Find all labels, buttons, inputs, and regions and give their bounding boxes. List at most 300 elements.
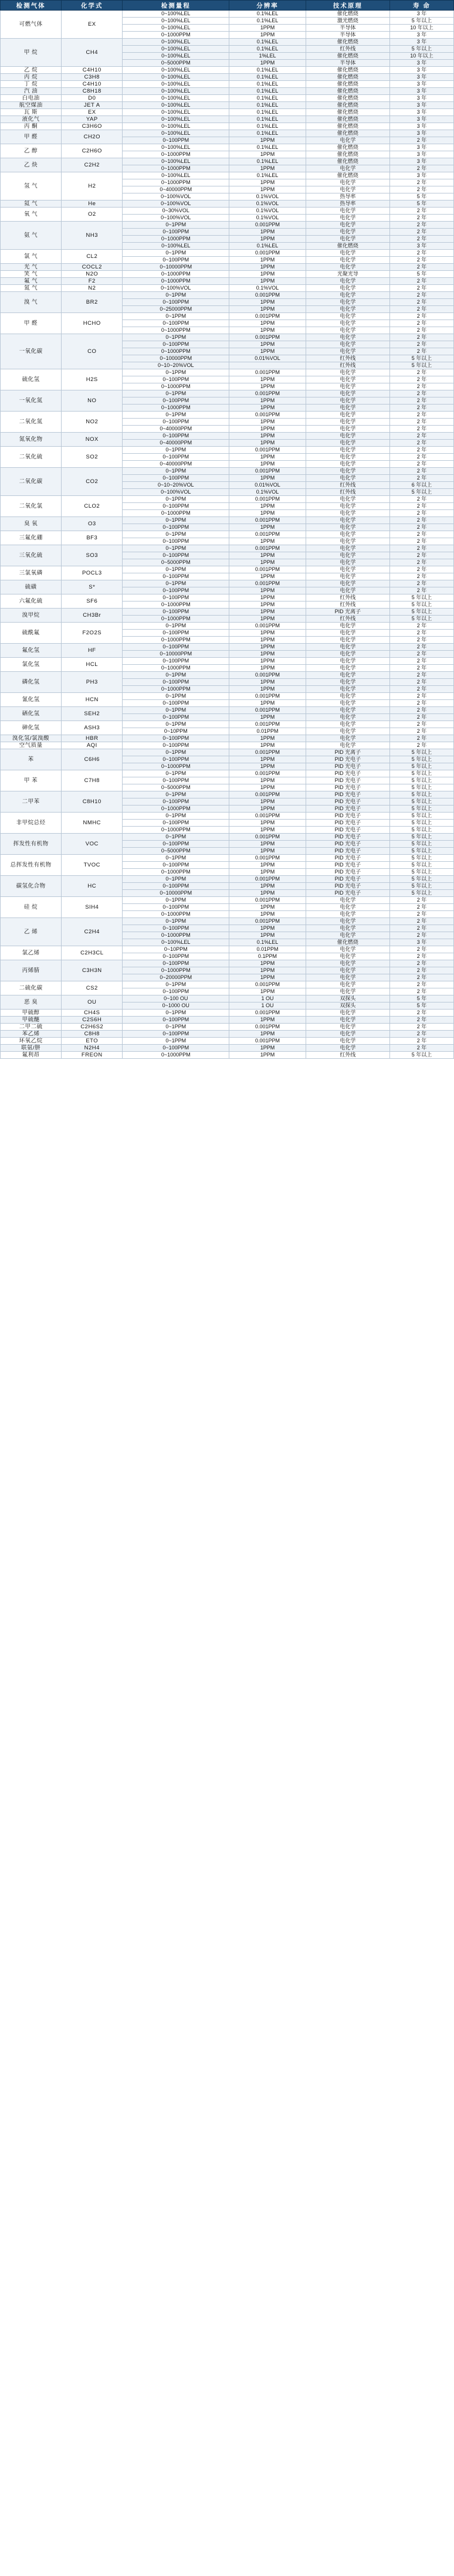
- resolution-cell: 1PPM: [229, 601, 306, 609]
- life-cell: 5 年: [389, 1002, 453, 1010]
- formula-cell: F2: [62, 278, 123, 285]
- life-cell: 2 年: [389, 897, 453, 904]
- life-cell: 5 年以上: [389, 791, 453, 798]
- life-cell: 2 年: [389, 461, 453, 468]
- technology-cell: 催化燃烧: [306, 939, 389, 946]
- range-cell: 0~100PPM: [123, 587, 229, 594]
- technology-cell: PID 光电子: [306, 876, 389, 883]
- table-row: [1, 897, 454, 904]
- range-cell: 0~40000PPM: [123, 440, 229, 447]
- resolution-cell: 1PPM: [229, 756, 306, 763]
- resolution-cell: 1PPM: [229, 686, 306, 693]
- range-cell: 0~100PPM: [123, 454, 229, 461]
- life-cell: 2 年: [389, 186, 453, 193]
- technology-cell: 电化学: [306, 165, 389, 172]
- range-cell: 0~1000PPM: [123, 763, 229, 770]
- range-cell: 0~1PPM: [123, 468, 229, 475]
- table-row: [1, 433, 454, 440]
- resolution-cell: 1PPM: [229, 587, 306, 594]
- range-cell: 0~100PPM: [123, 658, 229, 665]
- table-row: [1, 390, 454, 397]
- gas-name-cell: 甲硫醇: [1, 1010, 62, 1017]
- range-cell: 0~1PPM: [123, 813, 229, 820]
- technology-cell: 催化燃烧: [306, 172, 389, 179]
- resolution-cell: 0.1%LEL: [229, 74, 306, 81]
- formula-cell: C3H6O: [62, 123, 123, 130]
- technology-cell: 电化学: [306, 1045, 389, 1052]
- resolution-cell: 0.001PPM: [229, 496, 306, 503]
- resolution-cell: 1PPM: [229, 179, 306, 186]
- formula-cell: SEH2: [62, 707, 123, 721]
- resolution-cell: 0.01%VOL: [229, 482, 306, 489]
- life-cell: 3 年: [389, 123, 453, 130]
- resolution-cell: 0.1%LEL: [229, 88, 306, 95]
- technology-cell: 催化燃烧: [306, 11, 389, 18]
- technology-cell: 电化学: [306, 700, 389, 707]
- gas-name-cell: 氰化氢: [1, 693, 62, 707]
- life-cell: 2 年: [389, 468, 453, 475]
- formula-cell: COCL2: [62, 264, 123, 271]
- formula-cell: CH2O: [62, 130, 123, 144]
- technology-cell: 催化燃烧: [306, 74, 389, 81]
- resolution-cell: 1PPM: [229, 538, 306, 545]
- technology-cell: 电化学: [306, 348, 389, 355]
- resolution-cell: 1PPM: [229, 784, 306, 791]
- technology-cell: 电化学: [306, 735, 389, 742]
- life-cell: 5 年以上: [389, 763, 453, 770]
- life-cell: 3 年: [389, 151, 453, 158]
- life-cell: 5 年以上: [389, 820, 453, 827]
- range-cell: 0~100PPM: [123, 777, 229, 784]
- table-row: [1, 1024, 454, 1031]
- life-cell: 2 年: [389, 165, 453, 172]
- table-row: [1, 334, 454, 341]
- range-cell: 0~100PPM: [123, 714, 229, 721]
- life-cell: 2 年: [389, 419, 453, 426]
- formula-cell: BR2: [62, 292, 123, 313]
- range-cell: 0~100%LEL: [123, 39, 229, 46]
- life-cell: 2 年: [389, 974, 453, 981]
- resolution-cell: 1PPM: [229, 700, 306, 707]
- resolution-cell: 1PPM: [229, 510, 306, 517]
- technology-cell: 电化学: [306, 320, 389, 327]
- life-cell: 5 年以上: [389, 862, 453, 869]
- technology-cell: 电化学: [306, 208, 389, 215]
- formula-cell: NH3: [62, 222, 123, 250]
- resolution-cell: 0.1%VOL: [229, 208, 306, 215]
- resolution-cell: 1PPM: [229, 348, 306, 355]
- gas-name-cell: 三氟化硼: [1, 531, 62, 545]
- life-cell: 2 年: [389, 320, 453, 327]
- technology-cell: 电化学: [306, 897, 389, 904]
- header-formula: 化学式: [62, 1, 123, 11]
- range-cell: 0~100%LEL: [123, 95, 229, 102]
- range-cell: 0~1000PPM: [123, 869, 229, 876]
- range-cell: 0~100PPM: [123, 257, 229, 264]
- resolution-cell: 0.001PPM: [229, 369, 306, 376]
- technology-cell: 电化学: [306, 341, 389, 348]
- resolution-cell: 1PPM: [229, 278, 306, 285]
- life-cell: 2 年: [389, 988, 453, 995]
- life-cell: 5 年以上: [389, 594, 453, 601]
- table-row: [1, 172, 454, 179]
- range-cell: 0~1000PPM: [123, 278, 229, 285]
- technology-cell: 电化学: [306, 327, 389, 334]
- resolution-cell: 1PPM: [229, 960, 306, 967]
- life-cell: 2 年: [389, 440, 453, 447]
- life-cell: 5 年以上: [389, 834, 453, 841]
- formula-cell: C2H4: [62, 918, 123, 946]
- technology-cell: 电化学: [306, 397, 389, 405]
- resolution-cell: 0.001PPM: [229, 580, 306, 587]
- resolution-cell: 1PPM: [229, 1031, 306, 1038]
- life-cell: 2 年: [389, 707, 453, 714]
- life-cell: 5 年以上: [389, 18, 453, 25]
- range-cell: 0~1PPM: [123, 334, 229, 341]
- technology-cell: 半导体: [306, 60, 389, 67]
- table-row: [1, 644, 454, 651]
- range-cell: 0~100PPM: [123, 1031, 229, 1038]
- resolution-cell: 1PPM: [229, 630, 306, 637]
- range-cell: 0~100PPM: [123, 756, 229, 763]
- technology-cell: 电化学: [306, 946, 389, 953]
- table-row: [1, 623, 454, 630]
- range-cell: 0~10PPM: [123, 728, 229, 735]
- range-cell: 0~100PPM: [123, 742, 229, 749]
- range-cell: 0~100%VOL: [123, 489, 229, 496]
- life-cell: 2 年: [389, 348, 453, 355]
- range-cell: 0~1000PPM: [123, 271, 229, 278]
- formula-cell: EX: [62, 109, 123, 116]
- table-row: [1, 292, 454, 299]
- formula-cell: O2: [62, 208, 123, 222]
- range-cell: 0~100PPM: [123, 700, 229, 707]
- life-cell: 2 年: [389, 433, 453, 440]
- life-cell: 5 年以上: [389, 876, 453, 883]
- formula-cell: C2H6S2: [62, 1024, 123, 1031]
- table-row: [1, 278, 454, 285]
- range-cell: 0~100%LEL: [123, 939, 229, 946]
- range-cell: 0~1PPM: [123, 1010, 229, 1017]
- formula-cell: CH4: [62, 39, 123, 67]
- range-cell: 0~100PPM: [123, 960, 229, 967]
- range-cell: 0~100 OU: [123, 995, 229, 1002]
- technology-cell: PID 光电子: [306, 890, 389, 897]
- table-row: [1, 369, 454, 376]
- resolution-cell: 1PPM: [229, 869, 306, 876]
- range-cell: 0~1PPM: [123, 623, 229, 630]
- range-cell: 0~1000PPM: [123, 1052, 229, 1059]
- range-cell: 0~5000PPM: [123, 60, 229, 67]
- life-cell: 3 年: [389, 939, 453, 946]
- formula-cell: N2O: [62, 271, 123, 278]
- gas-name-cell: 硅 烷: [1, 897, 62, 918]
- technology-cell: 电化学: [306, 475, 389, 482]
- range-cell: 0~100PPM: [123, 798, 229, 806]
- life-cell: 2 年: [389, 714, 453, 721]
- resolution-cell: 1PPM: [229, 637, 306, 644]
- formula-cell: D0: [62, 95, 123, 102]
- life-cell: 2 年: [389, 412, 453, 419]
- table-row: [1, 721, 454, 728]
- table-row: [1, 496, 454, 503]
- gas-name-cell: 甲 苯: [1, 770, 62, 791]
- formula-cell: VOC: [62, 834, 123, 855]
- life-cell: 2 年: [389, 1010, 453, 1017]
- technology-cell: PID 光电子: [306, 798, 389, 806]
- formula-cell: FREON: [62, 1052, 123, 1059]
- life-cell: 3 年: [389, 11, 453, 18]
- formula-cell: C4H10: [62, 81, 123, 88]
- technology-cell: 电化学: [306, 264, 389, 271]
- life-cell: 3 年: [389, 32, 453, 39]
- resolution-cell: 1PPM: [229, 383, 306, 390]
- resolution-cell: 0.001PPM: [229, 855, 306, 862]
- life-cell: 3 年: [389, 109, 453, 116]
- technology-cell: 电化学: [306, 503, 389, 510]
- gas-name-cell: 汽 油: [1, 88, 62, 95]
- life-cell: 2 年: [389, 742, 453, 749]
- life-cell: 2 年: [389, 1017, 453, 1024]
- table-row: [1, 109, 454, 116]
- resolution-cell: [229, 362, 306, 369]
- gas-name-cell: 丁 烷: [1, 81, 62, 88]
- gas-name-cell: 苯乙烯: [1, 1031, 62, 1038]
- life-cell: 2 年: [389, 545, 453, 552]
- gas-name-cell: 二甲二硫: [1, 1024, 62, 1031]
- header-technology: 技术原理: [306, 1, 389, 11]
- technology-cell: 电化学: [306, 559, 389, 566]
- formula-cell: HCHO: [62, 313, 123, 334]
- resolution-cell: 1PPM: [229, 862, 306, 869]
- resolution-cell: 0.001PPM: [229, 545, 306, 552]
- table-row: [1, 658, 454, 665]
- resolution-cell: 1PPM: [229, 461, 306, 468]
- resolution-cell: 1PPM: [229, 440, 306, 447]
- life-cell: 5 年: [389, 200, 453, 208]
- range-cell: 0~1000PPM: [123, 32, 229, 39]
- resolution-cell: 0.001PPM: [229, 721, 306, 728]
- range-cell: 0~1PPM: [123, 531, 229, 538]
- formula-cell: NO: [62, 390, 123, 412]
- gas-name-cell: 硫化氢: [1, 369, 62, 390]
- resolution-cell: 1PPM: [229, 327, 306, 334]
- life-cell: 2 年: [389, 946, 453, 953]
- resolution-cell: 1PPM: [229, 988, 306, 995]
- formula-cell: C4H10: [62, 67, 123, 74]
- technology-cell: 电化学: [306, 721, 389, 728]
- range-cell: 0~10~20%VOL: [123, 482, 229, 489]
- range-cell: 0~1000PPM: [123, 405, 229, 412]
- resolution-cell: 1PPM: [229, 890, 306, 897]
- resolution-cell: 0.001PPM: [229, 447, 306, 454]
- technology-cell: PID 光离子: [306, 749, 389, 756]
- formula-cell: N2H4: [62, 1045, 123, 1052]
- gas-name-cell: 氯化氢: [1, 658, 62, 672]
- life-cell: 2 年: [389, 327, 453, 334]
- life-cell: 2 年: [389, 623, 453, 630]
- technology-cell: 电化学: [306, 960, 389, 967]
- technology-cell: 电化学: [306, 222, 389, 229]
- technology-cell: 电化学: [306, 538, 389, 545]
- life-cell: 2 年: [389, 566, 453, 573]
- technology-cell: 电化学: [306, 292, 389, 299]
- life-cell: 5 年以上: [389, 770, 453, 777]
- life-cell: 10 年以上: [389, 53, 453, 60]
- life-cell: 2 年: [389, 208, 453, 215]
- resolution-cell: 1PPM: [229, 503, 306, 510]
- technology-cell: PID 光电子: [306, 834, 389, 841]
- resolution-cell: 0.1%VOL: [229, 285, 306, 292]
- gas-name-cell: 甲硫醚: [1, 1017, 62, 1024]
- life-cell: 3 年: [389, 144, 453, 151]
- range-cell: 0~100%LEL: [123, 18, 229, 25]
- technology-cell: 电化学: [306, 215, 389, 222]
- life-cell: 2 年: [389, 299, 453, 306]
- range-cell: 0~1000PPM: [123, 151, 229, 158]
- range-cell: 0~100PPM: [123, 503, 229, 510]
- technology-cell: 电化学: [306, 742, 389, 749]
- formula-cell: EX: [62, 11, 123, 39]
- technology-cell: 热导率: [306, 200, 389, 208]
- gas-name-cell: 乙 炔: [1, 158, 62, 172]
- range-cell: 0~100%LEL: [123, 158, 229, 165]
- gas-name-cell: 二甲苯: [1, 791, 62, 813]
- resolution-cell: 1PPM: [229, 573, 306, 580]
- table-row: [1, 749, 454, 756]
- technology-cell: 红外线: [306, 489, 389, 496]
- life-cell: 2 年: [389, 517, 453, 524]
- formula-cell: C8H18: [62, 88, 123, 95]
- formula-cell: ASH3: [62, 721, 123, 735]
- resolution-cell: 1PPM: [229, 257, 306, 264]
- table-row: [1, 735, 454, 742]
- life-cell: 5 年: [389, 271, 453, 278]
- range-cell: 0~100PPM: [123, 644, 229, 651]
- formula-cell: C8H10: [62, 791, 123, 813]
- table-row: [1, 1010, 454, 1017]
- technology-cell: 电化学: [306, 714, 389, 721]
- technology-cell: 红外线: [306, 46, 389, 53]
- table-row: [1, 74, 454, 81]
- table-row: [1, 531, 454, 538]
- resolution-cell: 1PPM: [229, 405, 306, 412]
- table-row: [1, 11, 454, 18]
- technology-cell: PID 光电子: [306, 841, 389, 848]
- life-cell: 5 年以上: [389, 883, 453, 890]
- resolution-cell: 0.001PPM: [229, 390, 306, 397]
- formula-cell: CS2: [62, 981, 123, 995]
- formula-cell: ETO: [62, 1038, 123, 1045]
- formula-cell: BF3: [62, 531, 123, 545]
- technology-cell: 半导体: [306, 25, 389, 32]
- range-cell: 0~1PPM: [123, 250, 229, 257]
- resolution-cell: 1PPM: [229, 806, 306, 813]
- gas-name-cell: 苯: [1, 749, 62, 770]
- resolution-cell: 0.001PPM: [229, 1010, 306, 1017]
- range-cell: 0~100%LEL: [123, 123, 229, 130]
- range-cell: 0~1000PPM: [123, 911, 229, 918]
- range-cell: 0~100%LEL: [123, 144, 229, 151]
- range-cell: 0~1000 OU: [123, 1002, 229, 1010]
- life-cell: 2 年: [389, 686, 453, 693]
- gas-name-cell: 碳氢化合物: [1, 876, 62, 897]
- life-cell: 10 年以上: [389, 25, 453, 32]
- life-cell: 2 年: [389, 222, 453, 229]
- resolution-cell: 1PPM: [229, 777, 306, 784]
- technology-cell: 电化学: [306, 419, 389, 426]
- range-cell: 0~40000PPM: [123, 426, 229, 433]
- resolution-cell: 1PPM: [229, 271, 306, 278]
- gas-name-cell: 甲 烷: [1, 39, 62, 67]
- technology-cell: 电化学: [306, 904, 389, 911]
- life-cell: 5 年以上: [389, 616, 453, 623]
- technology-cell: 电化学: [306, 651, 389, 658]
- range-cell: 0~100%VOL: [123, 200, 229, 208]
- range-cell: 0~1PPM: [123, 1038, 229, 1045]
- gas-name-cell: 氮 气: [1, 285, 62, 292]
- resolution-cell: 1PPM: [229, 32, 306, 39]
- resolution-cell: 1PPM: [229, 165, 306, 172]
- life-cell: 3 年: [389, 81, 453, 88]
- life-cell: 2 年: [389, 967, 453, 974]
- technology-cell: 电化学: [306, 510, 389, 517]
- technology-cell: PID 光电子: [306, 827, 389, 834]
- table-row: [1, 876, 454, 883]
- life-cell: 2 年: [389, 573, 453, 580]
- range-cell: 0~1000PPM: [123, 348, 229, 355]
- technology-cell: 红外线: [306, 1052, 389, 1059]
- technology-cell: 电化学: [306, 707, 389, 714]
- life-cell: 3 年: [389, 67, 453, 74]
- life-cell: 2 年: [389, 630, 453, 637]
- resolution-cell: 1PPM: [229, 798, 306, 806]
- table-row: [1, 116, 454, 123]
- range-cell: 0~1000PPM: [123, 179, 229, 186]
- technology-cell: 电化学: [306, 1010, 389, 1017]
- gas-name-cell: 丙 酮: [1, 123, 62, 130]
- resolution-cell: 0.001PPM: [229, 834, 306, 841]
- resolution-cell: 0.001PPM: [229, 876, 306, 883]
- range-cell: 0~40000PPM: [123, 186, 229, 193]
- life-cell: 5 年以上: [389, 355, 453, 362]
- resolution-cell: 0.001PPM: [229, 1038, 306, 1045]
- resolution-cell: 1PPM: [229, 911, 306, 918]
- gas-name-cell: 二氧化碳: [1, 468, 62, 496]
- life-cell: 2 年: [389, 503, 453, 510]
- life-cell: 3 年: [389, 172, 453, 179]
- life-cell: 2 年: [389, 405, 453, 412]
- range-cell: 0~1000PPM: [123, 686, 229, 693]
- range-cell: 0~10000PPM: [123, 355, 229, 362]
- resolution-cell: 0.001PPM: [229, 222, 306, 229]
- gas-name-cell: 甲 醛: [1, 130, 62, 144]
- range-cell: 0~1PPM: [123, 791, 229, 798]
- table-row: [1, 158, 454, 165]
- resolution-cell: 0.1%LEL: [229, 144, 306, 151]
- technology-cell: 双探头: [306, 995, 389, 1002]
- life-cell: 5 年以上: [389, 777, 453, 784]
- gas-name-cell: 臭 氧: [1, 517, 62, 531]
- technology-cell: 催化燃烧: [306, 109, 389, 116]
- range-cell: 0~10000PPM: [123, 264, 229, 271]
- technology-cell: 电化学: [306, 918, 389, 925]
- resolution-cell: 0.1%LEL: [229, 81, 306, 88]
- range-cell: 0~1PPM: [123, 313, 229, 320]
- life-cell: 5 年以上: [389, 756, 453, 763]
- formula-cell: C2H2: [62, 158, 123, 172]
- range-cell: 0~100%LEL: [123, 102, 229, 109]
